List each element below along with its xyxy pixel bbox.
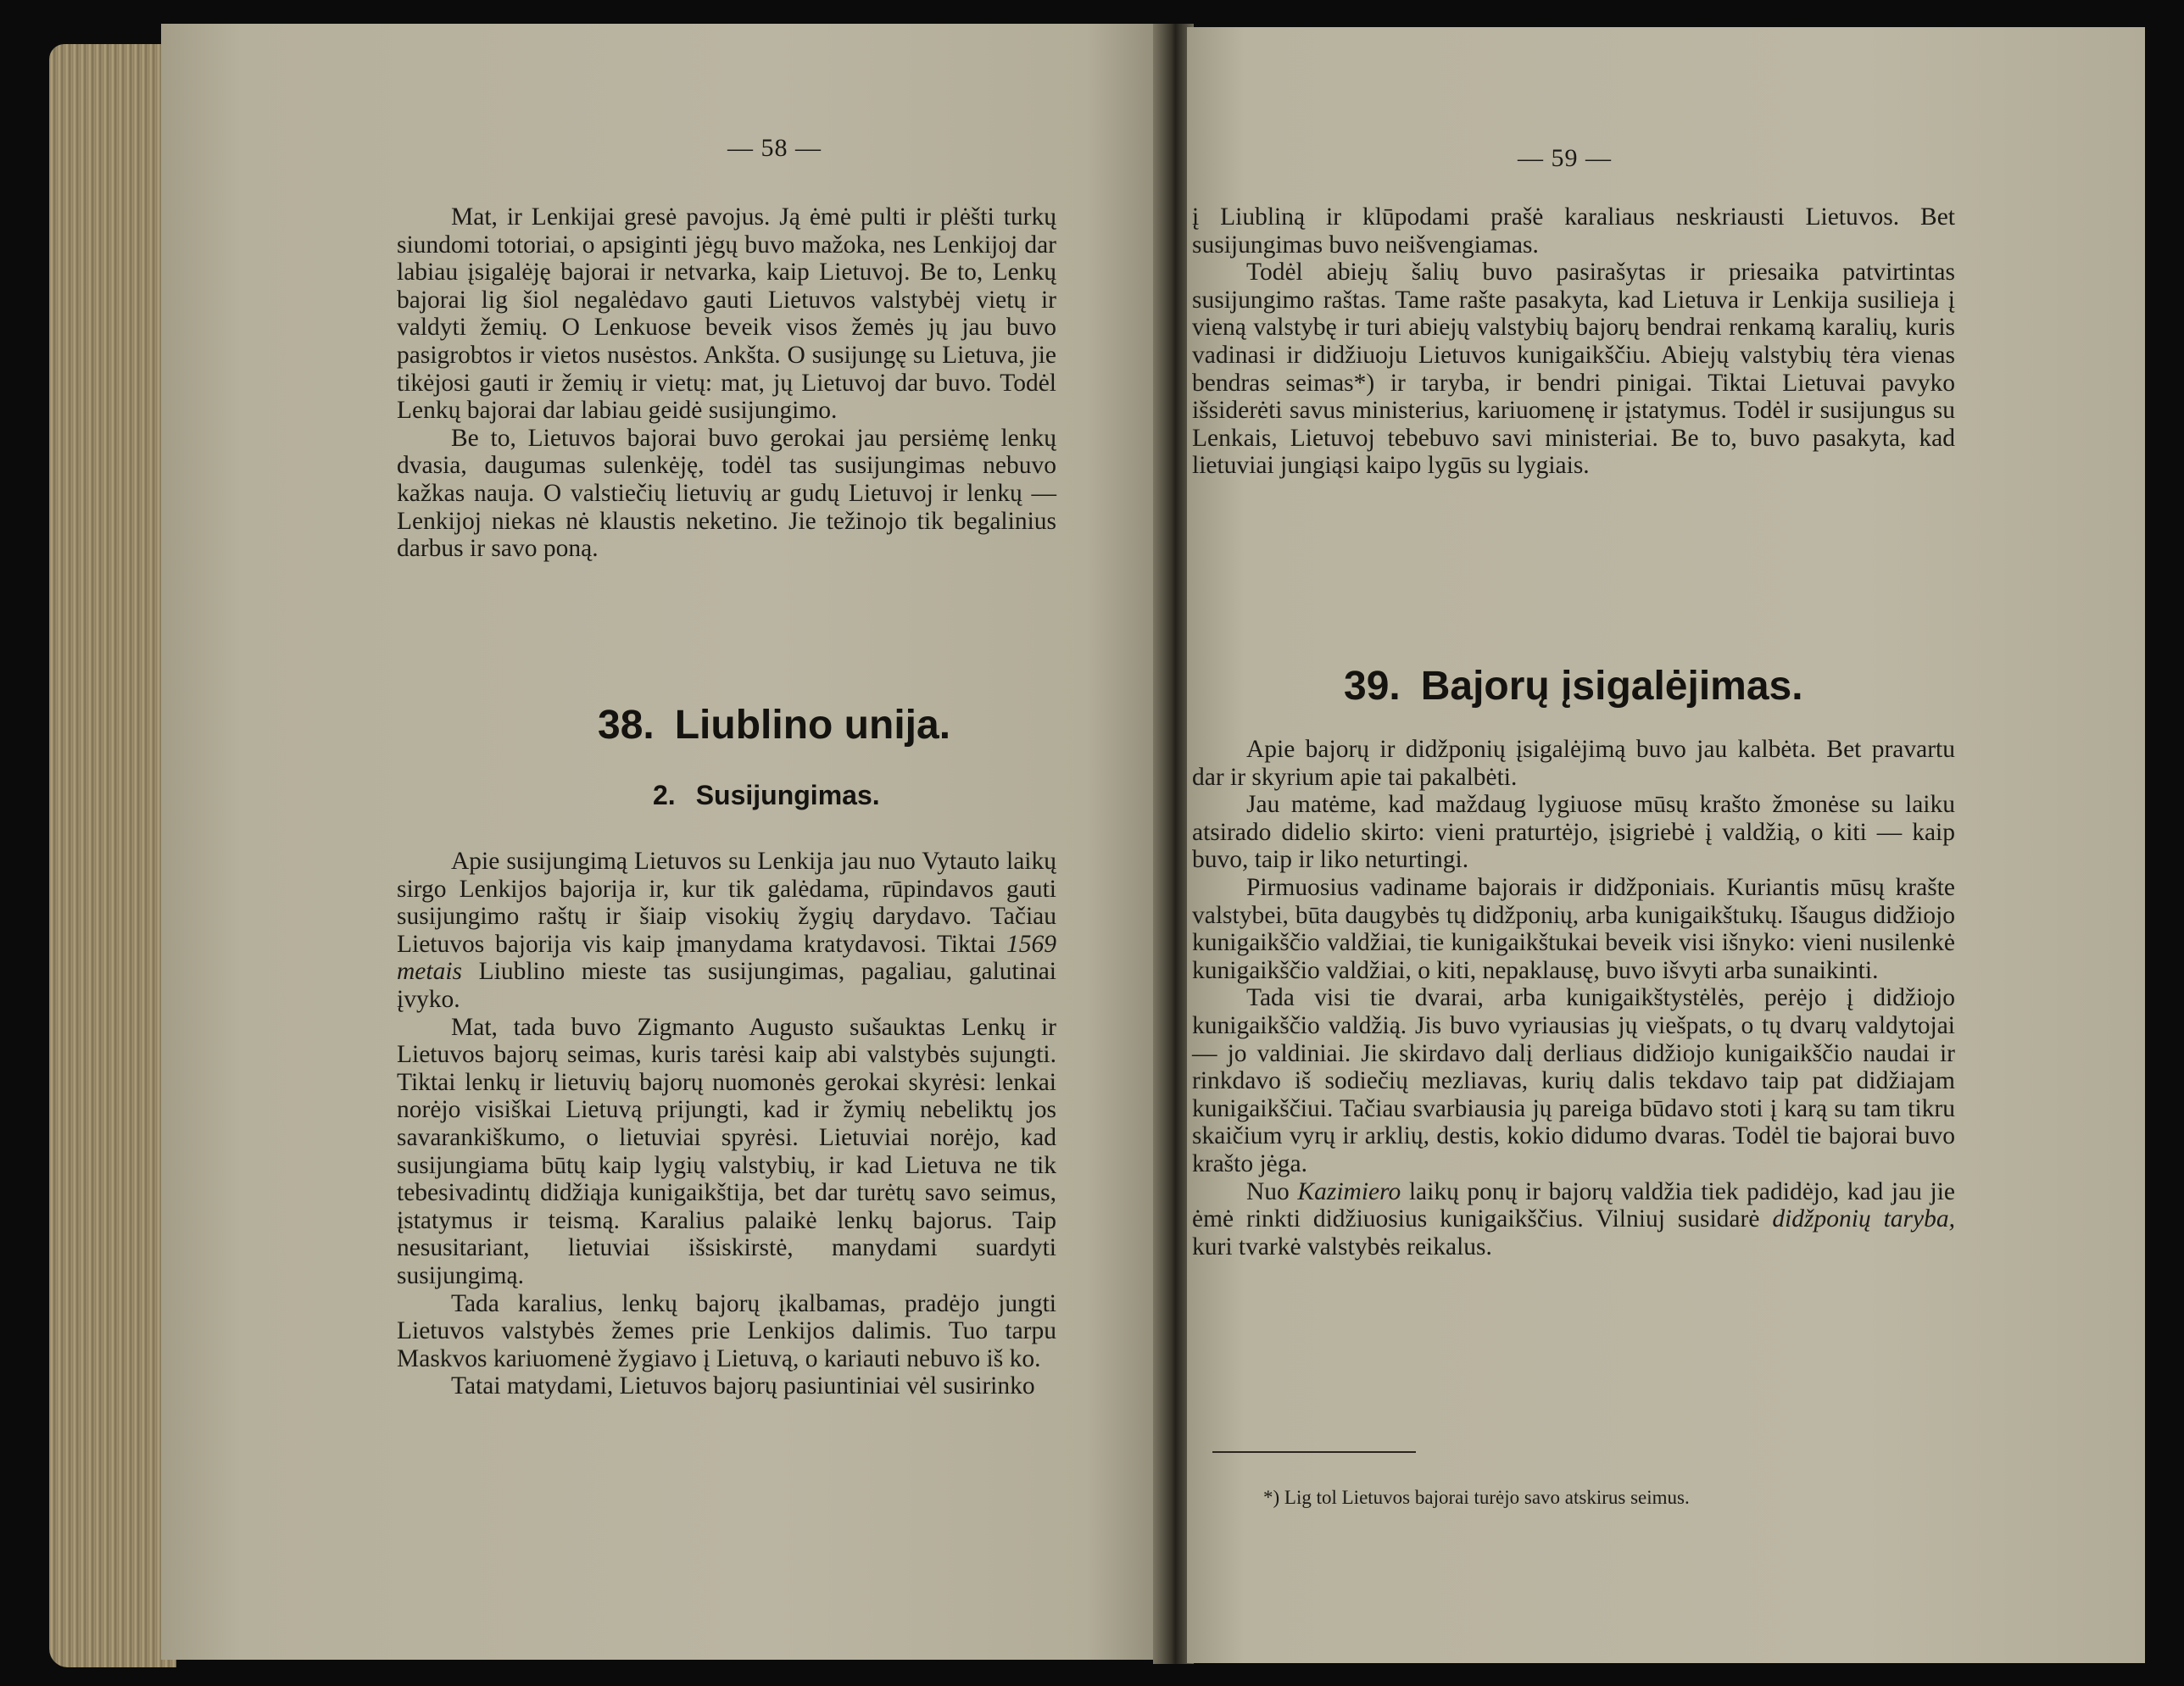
text-run: laikų ponų ir bajorų valdžia tiek padidėjo, kad jau jie ėmė rinkti didžiuosius kunigaikščius. Vilniuj susidarė bbox=[1192, 1177, 1955, 1233]
text-run: Apie susijungimą Lietuvos su Lenkija jau nuo Vytauto laikų sirgo Lenkijos bajorija ir, kur tik galėdama, rūpindavos gauti susijungimo raštų ir šiaip visokių žygių darydavo. Tačiau Lietuvos bajorija vis kaip įmanydama kratydavosi. Tiktai bbox=[397, 848, 1056, 958]
text-run: Liublino mieste tas susijungimas, pagaliau, galutinai įvyko. bbox=[397, 958, 1056, 1013]
section-title: Susijungimas. bbox=[695, 780, 880, 810]
paragraph: Tada visi tie dvarai, arba kunigaikštystėlės, perėjo į didžiojo kunigaikščio valdžią. Jis buvo vyriausias jų viešpats, o tų dvarų valdytojai — jo valdiniai. Jie skirdavo dalį derliaus didžiojo kunigaikščio naudai ir rinkdavo iš sodiečių mezliavas, kurių dalis tekdavo taip pat didžiajam kunigaikščiui. Tačiau svarbiausia jų pareiga būdavo stoti į karą su tam tikru skaičium vyrų ir arklių, destis, kokio didumo dvaras. Todėl tie bajorai buvo krašto jėga. bbox=[1192, 984, 1955, 1177]
chapter-number: 38. bbox=[598, 703, 655, 748]
paragraph: Tada karalius, lenkų bajorų įkalbamas, pradėjo jungti Lietuvos valstybės žemes prie Lenkijos dalimis. Tuo tarpu Maskvos kariuomenė žygiavo į Lietuvą, o kariauti nebuvo iš ko. bbox=[397, 1289, 1056, 1372]
paragraph: Apie bajorų ir didžponių įsigalėjimą buvo jau kalbėta. Bet pravartu dar ir skyrium apie tai pakalbėti. bbox=[1192, 736, 1955, 791]
right-body-text bbox=[1192, 736, 1955, 1260]
paragraph: Jau matėme, kad maždaug lygiuose mūsų krašto žmonėse su laiku atsirado didelio skirto: vieni praturtėjo, įsigriebė į valdžią, o kiti — kaip buvo, taip ir liko neturtingi. bbox=[1192, 791, 1955, 874]
text-run: Nuo bbox=[1246, 1177, 1298, 1205]
page-number: — 59 — bbox=[1518, 144, 1612, 172]
text-run: kuri tvarkė valstybės reikalus. bbox=[1192, 1233, 1492, 1260]
chapter-number: 39. bbox=[1344, 664, 1401, 709]
italic-name: Kazimiero bbox=[1297, 1177, 1401, 1205]
italic-term: didžponių taryba, bbox=[1772, 1205, 1955, 1233]
paragraph: Pirmuosius vadiname bajorais ir didžponiais. Kuriantis mūsų krašte valstybei, būta daugybės tų didžponių, arba kunigaikštukų. Išaugus didžiojo kunigaikščio valdžiai, tie kunigaikštukai beveik visi išnyko: vieni nusilenkė kunigaikščio valdžiai, o kiti, nepaklausę, buvo išvyti arba sunaikinti. bbox=[1192, 873, 1955, 984]
right-intro-text bbox=[1192, 203, 1955, 480]
paragraph bbox=[1192, 1178, 1955, 1261]
footnote-rule bbox=[1212, 1451, 1416, 1453]
chapter-title: Bajorų įsigalėjimas. bbox=[1420, 664, 1803, 709]
paragraph: Be to, Lietuvos bajorai buvo gerokai jau persiėmę lenkų dvasia, daugumas sulenkėję, todėl tas susijungimas nebuvo kažkas nauja. O valstiečių lietuvių ar gudų Lietuvoj ir lenkų — Lenkijoj niekas nė klaustis neketino. Jie težinojo tik begalinius darbus ir savo poną. bbox=[397, 424, 1056, 563]
section-number: 2. bbox=[653, 780, 676, 810]
footnote: *) Lig tol Lietuvos bajorai turėjo savo atskirus seimus. bbox=[1263, 1487, 1690, 1508]
page-edges bbox=[49, 44, 176, 1667]
paragraph: Mat, ir Lenkijai gresė pavojus. Ją ėmė pulti ir plėšti turkų siundomi totoriai, o apsiginti jėgų buvo mažoka, nes Lenkijoj dar labiau įsigalėję bajorai ir netvarka, kaip Lietuvoj. Be to, Lenkų bajorai lig šiol negalėdavo gauti Lietuvos valstybėj vietų ir valdyti žemių. O Lenkuose beveik visos žemės jų jau buvo pasigrobtos ir vietos nusėstos. Ankšta. O susijungę su Lietuva, jie tikėjosi gauti ir žemių ir vietų: mat, jų Lietuvoj dar buvo. Todėl Lenkų bajorai dar labiau geidė susijungimo. bbox=[397, 203, 1056, 425]
left-page bbox=[161, 24, 1167, 1660]
chapter-heading bbox=[598, 702, 950, 748]
paragraph: Todėl abiejų šalių buvo pasirašytas ir priesaika patvirtintas susijungimo raštas. Tame rašte pasakyta, kad Lietuva ir Lenkija susilieja į vieną valstybę ir turi abiejų valstybių bajorų bendrai renkamą karalių, kuris vadinasi ir didžiuoju Lietuvos kunigaikščiu. Abiejų valstybių tėra vienas bendras seimas*) ir taryba, ir bendri pinigai. Tiktai Lietuvai pavyko išsiderėti savus ministerius, kariuomenę ir įstatymus. Todėl ir susijungus su Lenkais, Lietuvoj tebebuvo savi ministeriai. Be to, buvo pasakyta, kad lietuviai jungiąsi kaipo lygūs su lygiais. bbox=[1192, 259, 1955, 480]
page-number: — 58 — bbox=[727, 134, 822, 162]
paragraph: į Liubliną ir klūpodami prašė karaliaus neskriausti Lietuvos. Bet susijungimas buvo neišvengiamas. bbox=[1192, 203, 1955, 259]
left-intro-text bbox=[397, 203, 1056, 563]
chapter-heading bbox=[1344, 663, 1803, 709]
italic-date: 1569 metais bbox=[397, 930, 1056, 986]
paragraph: Tatai matydami, Lietuvos bajorų pasiuntiniai vėl susirinko bbox=[451, 1372, 1035, 1400]
section-heading bbox=[653, 780, 880, 811]
left-body-text bbox=[397, 848, 1056, 1400]
paragraph bbox=[397, 848, 1056, 1014]
paragraph: Mat, tada buvo Zigmanto Augusto sušauktas Lenkų ir Lietuvos bajorų seimas, kuris tarėsi kaip abi valstybės sujungti. Tiktai lenkų ir lietuvių bajorų nuomonės gerokai skyrėsi: lenkai norėjo visiškai Lietuvą prijungti, kad ir žymių nebeliktų jos savarankiškumo, o lietuviai spyrėsi. Lietuviai norėjo, kad susijungiama būtų kaip lygių valstybių, ir kad Lietuva ne tik tebesivadintų didžiąja kunigaikštija, bet dar turėtų savo seimus, įstatymus ir teismą. Karalius palaikė lenkų bajorus. Taip nesusitariant, lietuviai išsiskirstė, manydami suardyti susijungimą. bbox=[397, 1013, 1056, 1289]
right-page bbox=[1187, 27, 2145, 1663]
chapter-title: Liublino unija. bbox=[674, 703, 951, 748]
